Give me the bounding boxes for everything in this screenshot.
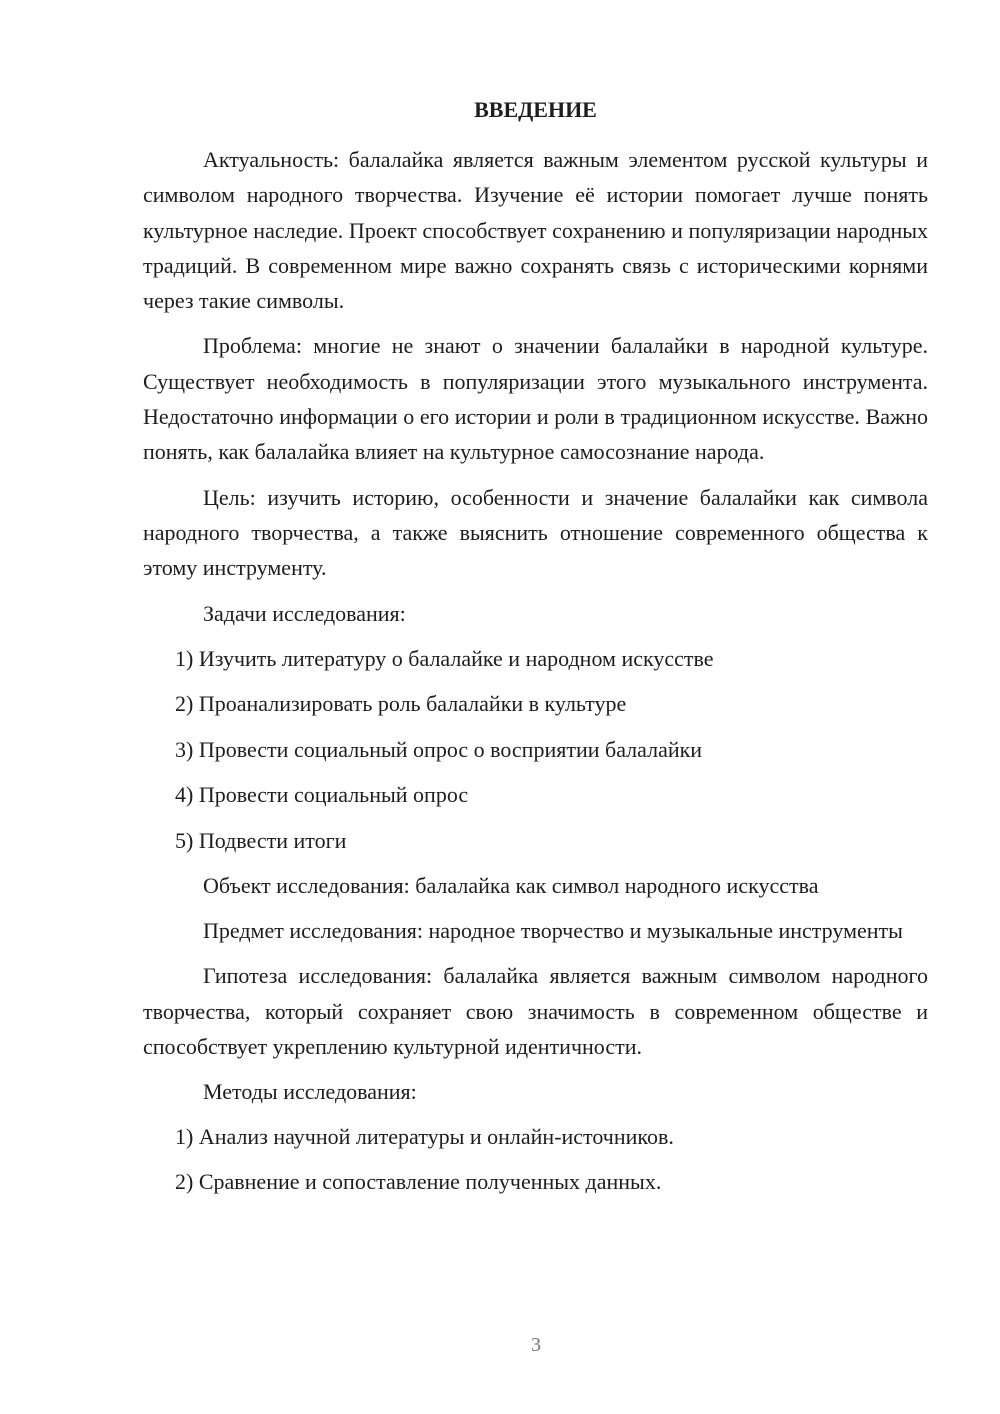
hypothesis-paragraph: Гипотеза исследования: балалайка является важным символом народного творчества, который сохраняет свою значимость в современном обществе и способствует укреплению культурной идентичности.	[143, 963, 928, 1059]
problem-paragraph: Проблема: многие не знают о значении балалайки в народной культуре. Существует необходимость в популяризации этого музыкального инструмента. Недостаточно информации о его истории и роли в традиционном искусстве. Важно понять, как балалайка влияет на культурное самосознание народа.	[143, 333, 928, 465]
relevance-paragraph: Актуальность: балалайка является важным элементом русской культуры и символом народного творчества. Изучение её истории помогает лучше понять культурное наследие. Проект способствует сохранению и популяризации народных традиций. В современном мире важно сохранять связь с историческими корнями через такие символы.	[143, 147, 928, 314]
method-item: 2) Сравнение и сопоставление полученных данных.	[175, 1169, 662, 1195]
section-title: ВВЕДЕНИЕ	[474, 97, 597, 122]
tasks-label: Задачи исследования:	[203, 600, 406, 626]
method-item: 1) Анализ научной литературы и онлайн-источников.	[175, 1124, 674, 1150]
page-number: 3	[531, 1334, 541, 1356]
page-content	[143, 96, 928, 1209]
task-item: 2) Проанализировать роль балалайки в культуре	[175, 691, 627, 717]
task-item: 4) Провести социальный опрос	[175, 782, 469, 808]
tasks-list	[143, 641, 928, 858]
methods-list	[143, 1119, 928, 1199]
task-item: 5) Подвести итоги	[175, 827, 347, 853]
goal-paragraph: Цель: изучить историю, особенности и значение балалайки как символа народного творчества, а также выяснить отношение современного общества к этому инструменту.	[143, 484, 928, 581]
methods-label: Методы исследования:	[203, 1079, 417, 1105]
task-item: 1) Изучить литературу о балалайке и народном искусстве	[175, 645, 714, 671]
subject-paragraph: Предмет исследования: народное творчество и музыкальные инструменты	[203, 918, 903, 944]
object-paragraph: Объект исследования: балалайка как символ народного искусства	[203, 873, 819, 899]
task-item: 3) Провести социальный опрос о восприятии балалайки	[175, 736, 703, 762]
